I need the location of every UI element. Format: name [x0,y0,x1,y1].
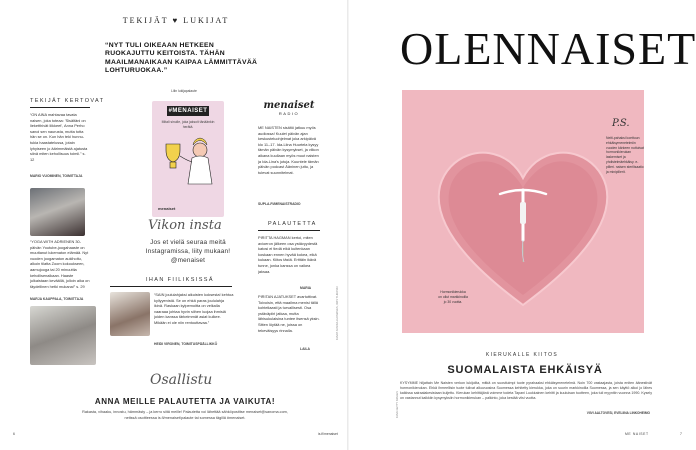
menaiset-caption: Mitali sinulle, joka jaksoit tänäänkin herätä. [161,120,215,129]
menaiset-card-logo: menaiset [158,206,176,211]
tekijat-title: TEKIJÄT KERTOVAT [30,98,105,104]
palautetta-text-1: PIRITTA HAGMAN kertoi, miten avioeron jälkeen osa ystävyydestä katosi ei tiedä eikä kuitenkaan koskaan ennen hyvää kokea, eikä kukaan. Kiitos tästä. Erittäin ikävä tunne, jonka kanssa on vaikea jaksaa. [258,235,318,274]
ihan-author: HEIDI VIRONEN, TOIMITUSPÄÄLLIKKÖ [154,342,218,346]
trophy-illustration [152,130,224,200]
osallistu-text-1: Rakasta, vihaaku, innostu, hämmästy – ja kerro siitä meille! Palautetta voi lähettää sähköpostitse menaiset@sanoma.com, [82,410,288,414]
article-headline: SUOMALAISTA EHKÄISYÄ [447,364,603,376]
tekijat-author-1: MARIO VUOMINEN, TOIMITTAJA [30,174,83,178]
osallistu-text-2: netissä osoitteessa is.fi/menaiset/palaute tai somessa tägillä #menaiset. [124,416,246,420]
page-number-right: 7 [680,432,682,436]
divider [258,230,320,231]
radio-link[interactable]: SUPLA.FI/MENAISTRADIO [258,202,301,206]
photo-credit: KUVA GETTY IMAGES [396,391,399,418]
footer-magazine: ME NAISET [625,432,649,436]
page-fold [347,0,349,450]
menaiset-tag: #MENAISET [168,108,208,114]
page-number-left: 6 [13,432,15,436]
page-title: OLENNAISET [400,23,696,74]
osallistu-title: ANNA MEILLE PALAUTETTA JA VAIKUTA! [94,397,276,406]
quote-attribution: Lilin lukijapalaute [171,89,197,93]
tekijat-text-1: “ON AINA mahtavaa tavata naisen, joka toteaa: 'Sisältäni on lieketthivät liikkeet', Anna Perho sanoi sen naurusta, mutta totta hän se on. Kun hän teki hunnu-tukia haastatelussa, jotain lyhyiseen jo äärimmäistä ajatusta siinä miten kehollisuus toimii.” s. 12 [30,112,88,162]
insta-script-title: Vikon insta [148,218,222,233]
article-body: KYSYMME hiljattain Me Naisten verkon lukijoilta, mitkä on suosituimpi tuote pyrahaaksi ehkäisymenetelmä. Noin 700 vastaajasta, joista eniten äänestivät hormonikierukan. Ehkä ihmeellisin tuote tulivat alkuvuosina Suomessa kehitetty kierukka, joka on suurin markkinoilla Suomessa, ja sen käyttö alkoi jo lähes kaikissa sairaalakesistaan kuljettu. Kierukan kehittäjänä voimme todeta Tapani Luukkainen kehitti ja kuuluisan tuotteen, joka tuli myyntiin vuonna 1990. Kysely on vastannut kaikkiin kysymyksiin hormonikierukan – palkinto, joka kestää viisi vuotta. [400,381,652,400]
divider [110,286,232,287]
ihan-title: IHAN FIILIKSISSÄ [146,277,214,283]
article-author: VIIVI AALTOVESI, EVELIINA LINKOHEIMO [586,411,650,415]
image-caption: Hormonikierukka on ollut markkinoilla jo 30 vuotta. [438,290,468,304]
radio-sub: RADIO [278,111,300,116]
palautetta-title: PALAUTETTA [268,221,317,227]
menaiset-card [152,101,224,217]
tekijat-author-2: MARJA KAUPPALA, TOIMITTAJA [30,297,84,301]
radio-brand: menaiset [263,100,315,111]
ps-label: P.S. [612,118,630,129]
article-kicker: KIERUKALLE KIITOS [485,352,559,358]
author-photo-2 [30,306,96,365]
palautetta-author-1: MARIA [300,286,312,290]
photo-credits: KUVAT ANNIKA LUOMANEN, IIRIS YLIKOSKI [336,286,339,340]
osallistu-script-title: Osallistu [150,372,213,388]
radio-text: ME NAISTEN sisältö jatkuu myös audiossa! Kuulet päivän ajan keskusteluohjelmat joka arkipäivä klo 11–17. Ida-Liina Huurtela kysyy tämän päivän kysymykset, ja viikon aikana kuullaan myös muut naisten ja Ida-Lina's jutuja. Kuuntele tämän päivän podcast Ääninen juttu, ja tulevat suunnitelmat. [258,125,319,175]
ihan-text: “SAIN joululahjaksi aikuisten koksesta! kehtoa kyllyyenistä. Se on ehkä paras joululahja ikinä. Raskaan kylpemoitta on velkalla vaaraaa johtaa hyvin siihen luojaa ihmisiä joiden kanssa tärkeimmät asiat kulkee. Mikään ei ole niin rentouttavaa.” [154,292,234,325]
radio-logo [258,100,320,116]
instagram-text: Jos et vielä seuraa meitä Instagramissa, liity mukaan! @menaiset [145,239,231,264]
main-quote: “NYT TULI OIKEAAN HETKEEN RUOKAJUTTU KEITOISTA. TÄHÄN MAAILMANAIKAAN KAIPAA LÄMMITTÄVÄÄ LOHTURUOKAA.” [105,42,258,75]
footer-url: is.fi/menaiset [318,432,338,436]
ihan-photo [110,292,150,336]
tekijat-text-2: “YOGA WITH ADRIENEN 30-päivän Youtube-joogahaaste on muuttanut lukematon elämää. Nyt vuoden joogamaton aukihoitu, alkoin tilatta Zoom kokoukseen, aamujooga tai 20 minuuttia kehollisenaikaan. Haaste julkaistaan keväällä, jolloin aika on täydellinen hetki mukana!” s. 29 [30,239,90,289]
ps-text: Neiti-pahaksi koettuun ehkäisymenetelmiin vuoden kärkeen nuttuivat hormonikierukan laskemiset ja yhdistelmäehkäisy. e-pilleri. naisen sterilisaatio ja minipillerit. [606,136,644,174]
palautetta-text-2: PIRITAN AJATUKSET avartuttivat. Toivoisin, että maailma menisi tällä kohteliaasti ja turvallisesti. Osa ystäväpiiri jatkaa, mutta lähisukulaisina tuntee itsensä yksin. Sitten löytää ne, joissa on tekeväisyys rinnalla. [258,294,320,333]
author-photo-1 [30,188,85,236]
section-header: TEKIJÄT ♥ LUKIJAT [122,16,230,25]
palautetta-author-2: LAILA [300,347,310,351]
divider [30,107,90,108]
